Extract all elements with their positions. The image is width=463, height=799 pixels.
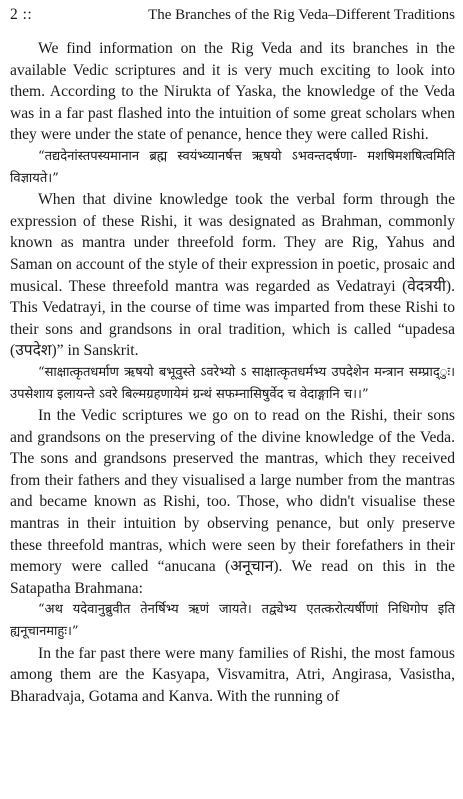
running-header — [10, 4, 455, 28]
paragraph-vedatrayi: When that divine knowledge took the verbal form through the expression of these Rishi, it was designated as Brahman, commonly known as mantra under threefold form. They are Rig, Yahus and Saman on account of the style of their expression in poetic, prosaic and musical. These threefold mantra was regarded as Vedatrayi (वेदत्रयी). This Vedatrayi, in the course of time was imparted from these Rishi to their sons and grandsons in oral tradition, which is called “upadesa (उपदेश)” in Sanskrit. — [10, 191, 455, 360]
sanskrit-quote-upadesa: “साक्षात्कृतधर्माण ऋषयो बभूवुस्ते ऽवरेभ्यो ऽ साक्षात्कृतधर्मभ्य उपदेशेन मन्त्रान सम्प्राद्ुः। उपसेशाय इलायन्ते ऽवरे बिल्मग्रहणायेमं ग्रन्थं सफम्नासिषुर्वेद च वेदाङ्गानि च।।” — [10, 364, 455, 402]
paragraph-intro: We find information on the Rig Veda and its branches in the available Vedic scriptures and it is very much exciting to look into them. According to the Nirukta of Yaska, the knowledge of the Veda was in a far past flashed into the intuition of some great scholars when they were under the state of penance, hence they were called Rishi. — [10, 40, 455, 144]
paragraph-preservation: In the Vedic scriptures we go on to read on the Rishi, their sons and grandsons on the preserving of the divine knowledge of the Veda. The sons and grandsons preserved the mantras, which they received from their fathers and they visualised a large number from the mantras and became known as Rishi, too. Those, who didn't visualise these mantras in their intuition by observing penance, but only preserve these threefold mantras, which were seen by their forefathers in their memory were called “anucana (अनूचान). We read on this in the Satapatha Brahmana: — [10, 407, 455, 597]
body-text — [10, 38, 455, 707]
sanskrit-quote-satapatha: “अथ यदेवानुब्रुवीत तेनर्षिभ्य ऋणं जायते। तद्व्येभ्य एतत्करोत्यर्षीणां निधिगोप इति ह्यनूचानमाहुः।” — [10, 602, 455, 640]
paragraph-families: In the far past there were many families of Rishi, the most famous among them are the Kasyapa, Visvamitra, Atri, Angirasa, Vasistha, Bharadvaja, Gotama and Kanva. With the running of — [10, 644, 455, 705]
page-number: 2 :: — [10, 6, 33, 23]
sanskrit-quote-nirukta: “तद्यदेनांस्तपस्यमानान ब्रह्म स्वयंभ्व्यानर्षत्त ऋषयो ऽभवन्तदर्षणा- मशषिमशषित्वमिति विज्ञायते।” — [10, 148, 455, 186]
running-title: The Branches of the Rig Veda–Different Traditions — [148, 7, 455, 23]
